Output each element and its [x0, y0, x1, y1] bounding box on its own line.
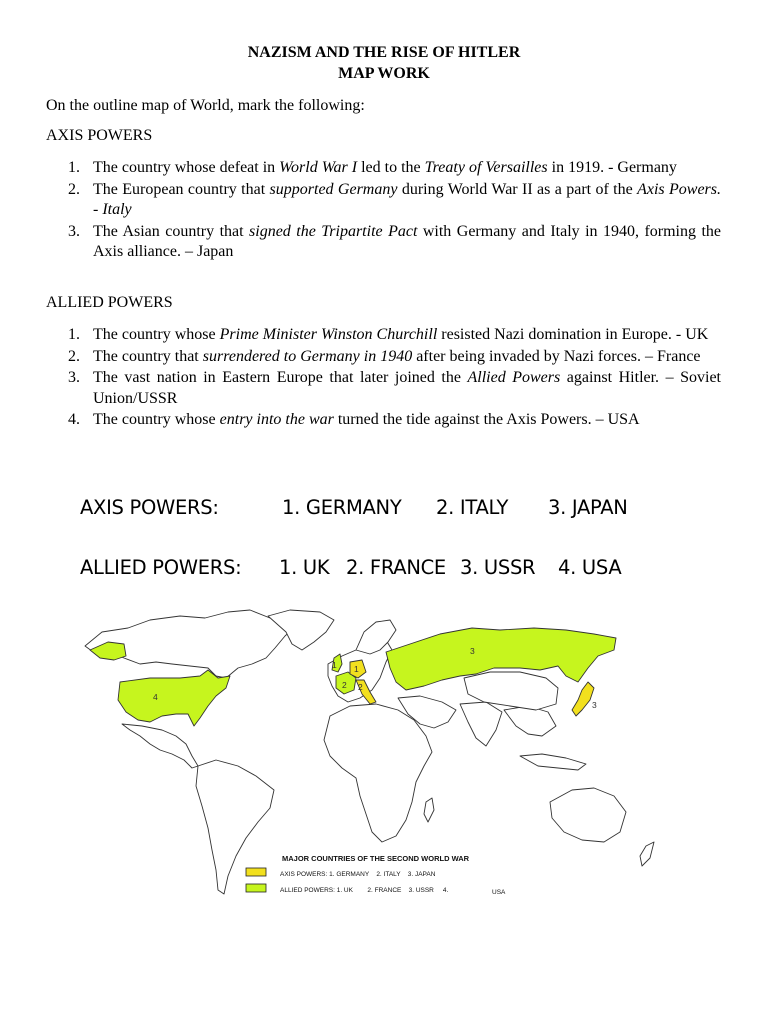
map-label-germany: 1 — [354, 664, 359, 674]
legend-allied-text: ALLIED POWERS: 1. UK 2. FRANCE 3. USSR 4. — [280, 887, 449, 894]
allied-question-item-number: 1. — [68, 326, 80, 343]
axis-question-item-number: 1. — [68, 159, 80, 176]
allied-powers-list — [46, 325, 721, 431]
australia-outline — [550, 788, 626, 842]
page-title: NAZISM AND THE RISE OF HITLER — [247, 44, 521, 61]
allied-question-item-number: 3. — [68, 369, 80, 386]
axis-powers-heading: AXIS POWERS — [46, 127, 153, 144]
allied-question-item-text: turned the tide against the Axis Powers. – USA — [333, 411, 640, 428]
axis-summary-item: 1. GERMANY — [282, 496, 402, 519]
axis-question-item-number: 2. — [68, 180, 80, 198]
axis-question-item — [46, 222, 721, 263]
allied-question-item-text: surrendered to Germany in 1940 — [202, 347, 413, 365]
allied-summary-item: 1. UK — [279, 556, 330, 579]
legend-axis-swatch — [246, 868, 266, 876]
japan-shape — [572, 682, 594, 716]
allied-question-item-number: 2. — [68, 347, 80, 365]
axis-summary-item: 3. JAPAN — [548, 496, 628, 519]
map-label-japan: 3 — [592, 700, 597, 710]
allied-question-item — [46, 368, 721, 409]
allied-question-item-text: resisted Nazi domination in Europe. - UK — [437, 326, 709, 343]
southeast-asia-outline — [504, 706, 556, 736]
allied-question-item-number: 4. — [68, 411, 80, 428]
legend-axis-text: AXIS POWERS: 1. GERMANY 2. ITALY 3. JAPAN — [280, 871, 436, 878]
legend-title: MAJOR COUNTRIES OF THE SECOND WORLD WAR — [282, 854, 470, 863]
allied-summary-item: 4. USA — [558, 556, 622, 579]
axis-question-item-text: signed the Tripartite Pact — [249, 222, 418, 240]
axis-summary-item: 2. ITALY — [436, 496, 509, 519]
usa-shape — [118, 670, 230, 726]
axis-question-item-text: Axis Powers. - Italy — [93, 180, 722, 218]
allied-question-item-text: Allied Powers — [467, 369, 561, 386]
allied-powers-heading: ALLIED POWERS — [46, 294, 173, 311]
new-zealand-outline — [640, 842, 654, 866]
axis-question-item-text: led to the — [357, 159, 425, 176]
axis-question-item-text: supported Germany — [269, 180, 398, 198]
axis-question-item — [46, 158, 721, 179]
axis-question-item — [46, 180, 721, 221]
axis-question-item-text: The Asian country that — [93, 222, 250, 240]
allied-question-item — [46, 410, 721, 431]
axis-question-item-number: 3. — [68, 222, 80, 240]
axis-question-item-text: Treaty of Versailles — [424, 159, 548, 176]
axis-question-item-text: The European country that — [93, 180, 270, 198]
intro-text: On the outline map of World, mark the following: — [46, 97, 365, 114]
page-subtitle: MAP WORK — [338, 65, 430, 82]
map-legend — [244, 852, 544, 900]
allied-question-item-text: against Hitler. – Soviet Union/USSR — [93, 369, 722, 407]
axis-question-item-text: The country whose defeat in — [93, 159, 280, 176]
allied-question-item-text: The vast nation in Eastern Europe that later joined the — [93, 369, 468, 386]
axis-question-item-text: with Germany and Italy in 1940, forming the Axis alliance. – Japan — [93, 222, 722, 260]
indonesia-outline — [520, 754, 586, 770]
allied-question-item-text: The country that — [93, 347, 203, 365]
allied-question-item-text: Prime Minister Winston Churchill — [219, 326, 438, 343]
south-asia-outline — [460, 702, 502, 746]
allied-question-item — [46, 325, 721, 346]
allied-question-item-text: The country whose — [93, 411, 220, 428]
allied-question-item — [46, 347, 721, 368]
allied-question-item-text: The country whose — [93, 326, 220, 343]
allied-summary-label: ALLIED POWERS: — [80, 556, 242, 579]
map-label-usa: 4 — [153, 692, 158, 702]
allied-question-item-text: entry into the war — [219, 411, 334, 428]
africa-outline — [324, 704, 432, 842]
map-label-france: 2 — [342, 680, 347, 690]
madagascar-outline — [424, 798, 434, 822]
map-label-ussr: 3 — [470, 646, 475, 656]
allied-summary-item: 3. USSR — [460, 556, 536, 579]
allied-summary-item: 2. FRANCE — [346, 556, 446, 579]
legend-allied-swatch — [246, 884, 266, 892]
allied-question-item-text: after being invaded by Nazi forces. – France — [412, 347, 701, 365]
map-label-italy: 2 — [358, 682, 363, 692]
central-america-outline — [122, 724, 198, 768]
axis-summary-label: AXIS POWERS: — [80, 496, 219, 519]
axis-powers-list — [46, 158, 721, 263]
axis-question-item-text: during World War II as a part of the — [397, 180, 638, 198]
legend-allied-text-extra: USA — [492, 889, 506, 896]
axis-question-item-text: World War I — [279, 159, 358, 176]
axis-question-item-text: in 1919. - Germany — [547, 159, 677, 176]
map-label-uk: 1 — [332, 660, 337, 670]
